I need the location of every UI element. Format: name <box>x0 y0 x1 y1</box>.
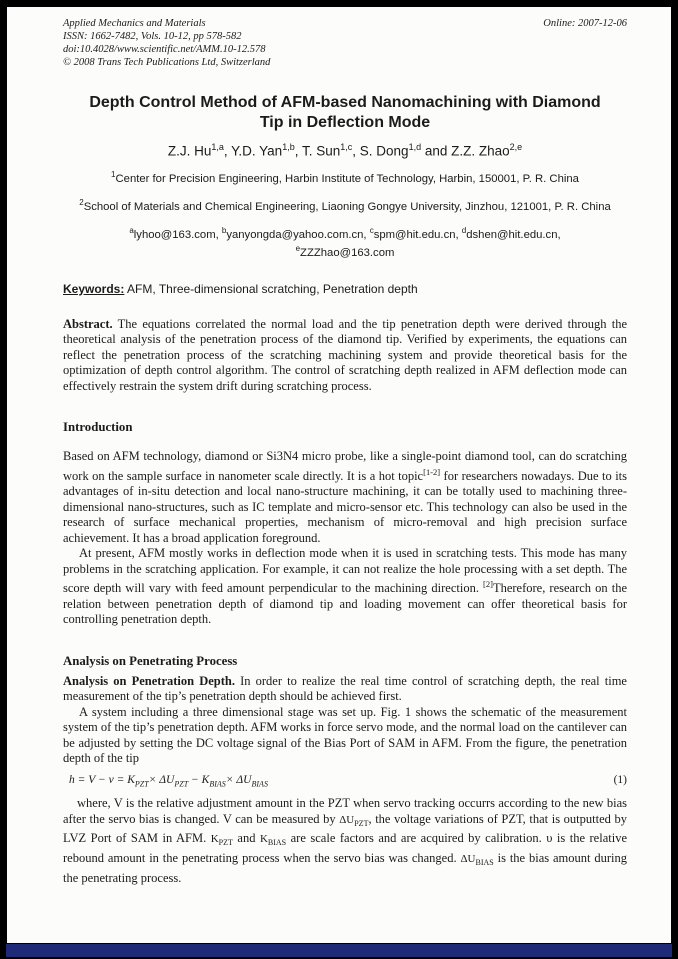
email-sup: a <box>129 226 134 236</box>
affiliation-2 <box>65 195 625 215</box>
affiliation-sup: 1 <box>111 169 116 179</box>
journal-header <box>63 17 627 69</box>
author-name: Y.D. Yan <box>231 143 283 159</box>
equation-subscript: BIAS <box>251 779 268 789</box>
email-separator: , <box>455 228 462 241</box>
author-affil-sup: 1,a <box>211 142 224 152</box>
math-symbol <box>460 853 494 868</box>
email-address: ZZZhao@163.com <box>300 246 395 259</box>
affiliation-text: Center for Precision Engineering, Harbin Institute of Technology, Harbin, 150001, P. R. China <box>115 172 579 185</box>
journal-title: Applied Mechanics and Materials <box>63 18 206 29</box>
email-address: yanyongda@yahoo.com.cn <box>226 228 364 241</box>
affiliation-sup: 2 <box>79 198 84 208</box>
doi-line: doi:10.4028/www.scientific.net/AMM.10-12.578 <box>63 44 266 55</box>
keywords-label: Keywords: <box>63 281 125 296</box>
analysis-paragraph-2: A system including a three dimensional stage was set up. Fig. 1 shows the schematic of the measurement system of the tip’s penetration depth. AFM works in force servo mode, and the normal load on the cantilever can be adjusted by setting the DC voltage signal of the Bias Port of SAM in AFM. From the figure, the penetration depth of the tip <box>63 704 627 766</box>
author-separator: and <box>421 143 452 159</box>
math-text: ΔU <box>460 853 476 866</box>
equation-subscript: PZT <box>174 779 189 789</box>
paragraph-text: for researchers nowadays. Due to its advantages of in-situ detection and local nano-structure machining, it can be totally used to machining three-dimensional nano-structures, such as IC template and micro-sensor etc. This technology can also be used in the research of surface mechanical properties, mechanism of micro-removal and high precision surface achievement. It has a broad application foreground. <box>63 468 627 545</box>
emails-line <box>95 224 595 260</box>
math-symbol <box>210 833 233 848</box>
email-address: lyhoo@163.com <box>133 228 216 241</box>
paragraph-text: In order to realize the real time control of scratching depth, the real time measurement of the tip’s penetration depth should be achieved first. <box>63 673 627 704</box>
email-address: dshen@hit.edu.cn <box>466 228 558 241</box>
equation-text: × ΔU <box>148 773 175 786</box>
abstract-paragraph <box>63 317 627 395</box>
author-affil-sup: 1,c <box>340 142 353 152</box>
math-subscript: PZT <box>354 818 369 828</box>
issn-line: ISSN: 1662-7482, Vols. 10-12, pp 578-582 <box>63 31 242 42</box>
email-sup: c <box>369 226 374 236</box>
analysis-paragraph-1 <box>63 674 627 705</box>
math-subscript: BIAS <box>267 838 287 848</box>
online-date: Online: 2007-12-06 <box>543 18 627 29</box>
author-affil-sup: 1,b <box>282 142 295 152</box>
affiliation-1 <box>63 167 627 187</box>
email-sup: e <box>295 243 301 253</box>
keywords-text: AFM, Three-dimensional scratching, Penetration depth <box>124 281 418 296</box>
author-name: T. Sun <box>301 143 341 159</box>
author-affil-sup: 2,e <box>509 142 523 152</box>
paper-title: Depth Control Method of AFM-based Nanomachining with Diamond Tip in Deflection Mode <box>89 94 601 131</box>
paragraph-text: Based on AFM technology, diamond or Si3N4 micro probe, like a single-point diamond tool, can do scratching work on the sample surface in nanometer scale directly. It is a hot topic <box>63 449 627 483</box>
equation-text: − K <box>188 773 210 786</box>
paragraph-text: Therefore, research on the relation between penetration depth of diamond tip and loading movement can offer theoretical basis for controlling penetration depth. <box>63 581 627 627</box>
equation-body <box>69 774 268 788</box>
equation-1 <box>63 774 627 788</box>
keywords-line <box>63 282 627 296</box>
email-separator: , <box>215 228 222 241</box>
equation-number: (1) <box>613 773 627 786</box>
math-text: ΔU <box>339 813 355 826</box>
paragraph-text: and <box>232 831 260 846</box>
abstract-text: The equations correlated the normal load and the tip penetration depth were derived through the theoretical analysis of the penetration process of the diamond tip. Verified by experiments, the equations can reflect the penetration process of the scratching machining system and provide theoretical basis for the optimization of depth control algorithm. The control of scratching depth realized in AFM deflection mode can effectively restrain the system drift during scratching process. <box>63 316 627 393</box>
math-symbol <box>259 833 287 848</box>
paragraph-text: , the voltage variations of PZT, that is outputted by LVZ Port of SAM in AFM. <box>63 811 627 846</box>
email-separator: , <box>363 228 370 241</box>
author-separator: , <box>223 143 232 159</box>
math-subscript: BIAS <box>475 858 494 868</box>
author-separator: , <box>294 143 302 159</box>
author-affil-sup: 1,d <box>408 142 422 152</box>
paragraph-text: where, V is the relative adjustment amount in the PZT when servo tracking occurrs according to the new bias after the servo bias is changed. V can be measured by <box>63 796 627 826</box>
equation-text: h = V − v = K <box>69 773 135 786</box>
citation-sup: [2] <box>483 579 493 590</box>
author-separator: , <box>352 143 360 159</box>
journal-header-left <box>63 17 270 69</box>
email-sup: b <box>221 226 227 236</box>
paper-page <box>7 7 671 943</box>
math-text: K <box>210 833 219 846</box>
paragraph-text: At present, AFM mostly works in deflection mode when it is used in scratching tests. This mode has many problems in the scratching application. For example, it can not realize the hole processing with a set depth. The score depth will vary with feed amount perpendicular to the machining direction. <box>63 546 627 596</box>
section-heading-analysis: Analysis on Penetrating Process <box>63 653 238 668</box>
intro-paragraph-1 <box>63 449 627 546</box>
paragraph-text: are scale factors and are acquired by calibration. υ is the relative rebound amount in the penetrating process when the servo bias was changed. <box>63 831 627 866</box>
subsection-label: Analysis on Penetration Depth. <box>63 673 235 688</box>
author-name: Z.J. Hu <box>167 143 212 159</box>
authors-line <box>63 142 627 159</box>
author-name: S. Dong <box>359 143 409 159</box>
paragraph-text: is the bias amount during the penetrating process. <box>63 851 627 885</box>
math-subscript: PZT <box>218 838 233 848</box>
affiliation-text: School of Materials and Chemical Engineering, Liaoning Gongye University, Jinzhou, 121001, P. R. China <box>83 201 611 214</box>
abstract-label: Abstract. <box>63 316 113 331</box>
email-sup: d <box>461 226 467 236</box>
citation-sup: [1-2] <box>423 466 441 477</box>
intro-paragraph-2 <box>63 546 627 628</box>
email-address: spm@hit.edu.cn <box>373 228 456 241</box>
math-text: K <box>259 833 268 846</box>
copyright-line: © 2008 Trans Tech Publications Ltd, Switzerland <box>63 57 271 68</box>
author-name: Z.Z. Zhao <box>451 143 510 159</box>
math-symbol <box>339 814 368 826</box>
section-heading-introduction: Introduction <box>63 420 133 435</box>
equation-text: × ΔU <box>225 773 252 786</box>
email-separator: , <box>557 228 561 241</box>
equation-subscript: BIAS <box>209 779 226 789</box>
equation-subscript: PZT <box>134 779 149 789</box>
footer-bar <box>6 944 672 957</box>
analysis-paragraph-3 <box>63 796 627 886</box>
